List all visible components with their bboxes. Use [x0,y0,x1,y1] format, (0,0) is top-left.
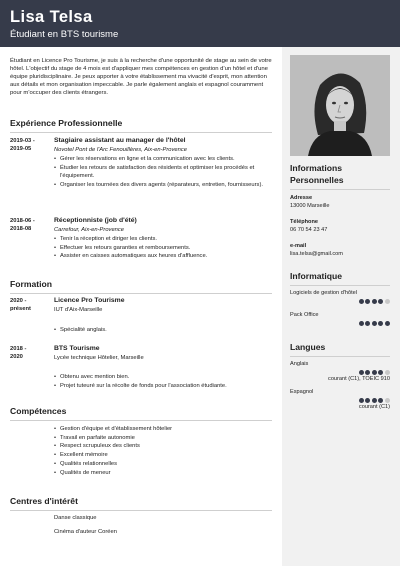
email-label: e-mail [290,243,307,249]
language-level: courant (C1), TOEIC 910 [328,376,390,382]
entry-date: 2018-06 - 2018-08 [10,218,35,232]
entry-organization: Carrefour, Aix-en-Provence [54,227,125,233]
skill-item: • Gestion d'équipe et d'établissement hôtelier [54,425,272,434]
candidate-title: Étudiant en BTS tourisme [10,29,119,40]
rating-dot [372,398,377,403]
entry-institution: Lycée technique Hôtelier, Marseille [54,355,144,361]
phone-value: 06 70 54 23 47 [290,227,328,233]
skill-item: • Qualités de meneur [54,469,272,478]
profile-photo [290,55,390,156]
entry-role: Licence Pro Tourisme [54,297,125,304]
skills-list [10,424,272,486]
rating-dot [378,370,383,375]
phone-label: Téléphone [290,219,318,225]
interest-item: Danse classique [54,515,97,521]
education-entry [10,297,272,342]
rating-dot [372,321,377,326]
entry-bullets [54,373,272,390]
skill-item: • Travail en parfaite autonomie [54,434,272,443]
rating-dot [385,398,390,403]
rating-dot [359,370,364,375]
interests-heading: Centres d'intérêt [10,496,272,511]
rating-dot [378,398,383,403]
rating-dot [365,299,370,304]
personal-info-heading: Informations Personnelles [290,162,390,190]
address-value: 13000 Marseille [290,203,330,209]
language-rating [290,370,390,375]
interests-list [10,514,272,538]
skills-bullets [54,425,272,477]
entry-bullets [54,235,272,261]
education-entry [10,345,272,400]
education-heading: Formation [10,279,272,294]
entry-organization: Novotel Pont de l'Arc Fenouillères, Aix-en-Provence [54,147,187,153]
rating-dot [359,398,364,403]
it-skill-name: Logiciels de gestion d'hôtel [290,290,357,296]
experience-heading: Expérience Professionnelle [10,118,272,133]
it-skills-heading: Informatique [290,270,390,286]
bullet-item: • Organiser les tournées des divers agents (réparateurs, entretien, fournisseurs). [54,181,272,190]
skill-rating [290,299,390,304]
personal-info-section [290,162,390,257]
rating-dot [378,321,383,326]
rating-dot [359,299,364,304]
bullet-item: • Tenir la réception et diriger les clients. [54,235,272,244]
experience-entry [10,137,272,213]
email-value: lisa.telsa@gmail.com [290,251,343,257]
experience-entry [10,217,272,269]
resume-header [0,0,400,47]
language-rating [290,398,390,403]
languages-heading: Langues [290,341,390,357]
language-name: Anglais [290,361,309,367]
address-label: Adresse [290,195,313,201]
bullet-item: • Effectuer les retours garanties et remboursements. [54,244,272,253]
summary-section [10,57,272,97]
entry-date: 2019-03 - 2019-05 [10,138,35,152]
candidate-name: Lisa Telsa [10,8,93,26]
rating-dot [365,370,370,375]
bullet-item: • Obtenu avec mention bien. [54,373,272,382]
rating-dot [359,321,364,326]
rating-dot [385,299,390,304]
entry-date: 2020 - présent [10,298,31,312]
interest-item: Cinéma d'auteur Coréen [54,529,117,535]
skills-heading: Compétences [10,406,272,421]
rating-dot [378,299,383,304]
skill-item: • Qualités relationnelles [54,460,272,469]
entry-role: BTS Tourisme [54,345,100,352]
it-skill-name: Pack Office [290,312,319,318]
summary-text: Étudiant en Licence Pro Tourisme, je suis à la recherche d'une opportunité de stage au sein de votre hôtel. L'objectif du stage de 4 mois est d'appliquer mes compétences en gestion d'un hôtel et d'une équipe pluridisciplinaire. Je peux apporter à votre établissement ma vivacité d'esprit, mon attention aux détails et mon organisation impeccable. Je parle également anglais et espagnol couramment pour m'occuper des clients étrangers. [10,58,272,97]
rating-dot [372,370,377,375]
entry-role: Réceptionniste (job d'été) [54,217,137,224]
entry-bullets [54,326,272,335]
entry-institution: IUT d'Aix-Marseille [54,307,103,313]
rating-dot [365,398,370,403]
language-name: Espagnol [290,389,314,395]
entry-bullets [54,155,272,190]
skill-item: • Respect scrupuleux des clients [54,442,272,451]
languages-section [290,341,390,410]
bullet-item: • Projet tuteuré sur la récolte de fonds pour l'association étudiante. [54,382,272,391]
entry-date: 2018 - 2020 [10,346,27,360]
it-skills-section [290,270,390,326]
skill-item: • Excellent mémoire [54,451,272,460]
bullet-item: • Étudier les retours de satisfaction des résidents et optimiser les procédés et l'équipement. [54,164,272,181]
bullet-item: • Gérer les réservations en ligne et la communication avec les clients. [54,155,272,164]
bullet-item: • Assister en caisses automatiques aux heures d'affluence. [54,252,272,261]
skill-rating [290,321,390,326]
rating-dot [365,321,370,326]
entry-role: Stagiaire assistant au manager de l'hôtel [54,137,186,144]
language-level: courant (C1) [358,404,390,410]
rating-dot [385,321,390,326]
bullet-item: • Spécialité anglais. [54,326,272,335]
rating-dot [385,370,390,375]
rating-dot [372,299,377,304]
sidebar [282,47,400,566]
portrait-image [290,55,390,156]
